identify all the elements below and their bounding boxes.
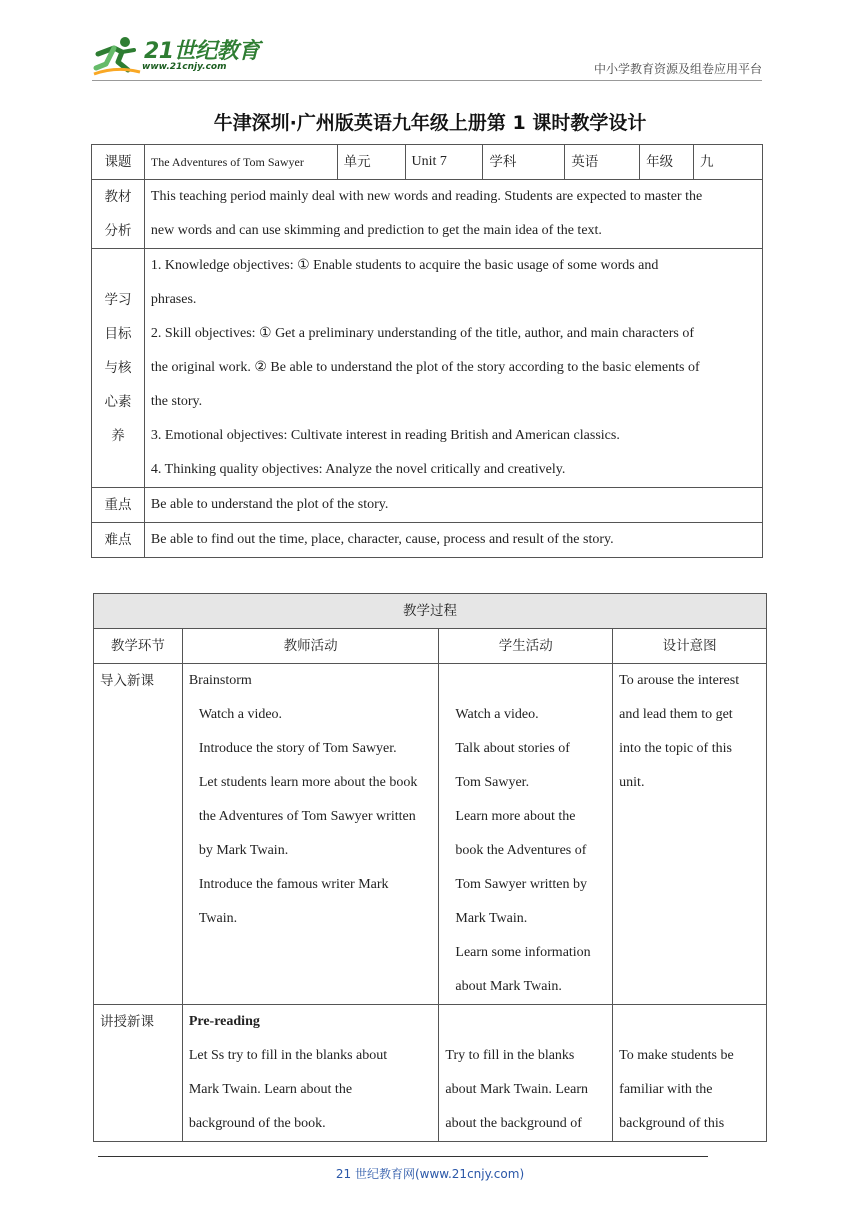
page-header xyxy=(92,30,762,80)
design-intent-cell: To arouse the interest and lead them to get into the topic of this unit. xyxy=(613,664,767,1005)
logo-text: 21世纪教育 xyxy=(144,39,260,64)
stage-cell: 导入新课 xyxy=(94,664,183,1005)
objectives-text: 1. Knowledge objectives: ① Enable students to acquire the basic usage of some words and phrases. 2. Skill objectives: ① Get a preliminary understanding of the title, author, and main characters of the original work. ② Be able to understand the plot of the story according to the basic elements of the story. 3. Emotional objectives: Cultivate interest in reading British and American classics. 4. Thinking quality objectives: Analyze the novel critically and creatively. xyxy=(144,249,762,488)
logo xyxy=(92,34,262,76)
teacher-activity-cell: Pre-reading Let Ss try to fill in the blanks about Mark Twain. Learn about the background of the book. xyxy=(182,1005,439,1142)
column-header-stage: 教学环节 xyxy=(94,629,183,664)
student-activity-cell: Watch a video. Talk about stories of Tom Sawyer. Learn more about the book the Adventures of Tom Sawyer written by Mark Twain. Learn some information about Mark Twain. xyxy=(439,664,613,1005)
grade-value: 九 xyxy=(694,145,763,180)
student-activity-cell: Try to fill in the blanks about Mark Twain. Learn about the background of xyxy=(439,1005,613,1142)
page-title: 牛津深圳·广州版英语九年级上册第 1 课时教学设计 xyxy=(213,112,647,134)
lesson-info-table xyxy=(91,144,763,558)
process-title: 教学过程 xyxy=(94,594,767,629)
table-row xyxy=(92,523,763,558)
objectives-label: 学习 目标 与核 心素 养 xyxy=(92,249,145,488)
table-row xyxy=(94,594,767,629)
analysis-text: This teaching period mainly deal with new words and reading. Students are expected to master the new words and can use skimming and prediction to get the main idea of the text. xyxy=(144,180,762,249)
table-row xyxy=(92,249,763,488)
table-row xyxy=(92,488,763,523)
key-point-text: Be able to understand the plot of the story. xyxy=(144,488,762,523)
topic-label: 课题 xyxy=(92,145,145,180)
table-row xyxy=(94,1005,767,1142)
unit-label: 单元 xyxy=(337,145,405,180)
unit-value: Unit 7 xyxy=(405,145,483,180)
subject-value: 英语 xyxy=(565,145,640,180)
grade-label: 年级 xyxy=(640,145,694,180)
topic-value: The Adventures of Tom Sawyer xyxy=(144,145,337,180)
table-row xyxy=(92,145,763,180)
stage-cell: 讲授新课 xyxy=(94,1005,183,1142)
column-header-teacher: 教师活动 xyxy=(182,629,439,664)
column-header-student: 学生活动 xyxy=(439,629,613,664)
key-point-label: 重点 xyxy=(92,488,145,523)
difficult-point-label: 难点 xyxy=(92,523,145,558)
logo-url: www.21cnjy.com xyxy=(142,62,227,72)
subject-label: 学科 xyxy=(483,145,565,180)
difficult-point-text: Be able to find out the time, place, character, cause, process and result of the story. xyxy=(144,523,762,558)
design-intent-cell: To make students be familiar with the background of this xyxy=(613,1005,767,1142)
platform-name: 中小学教育资源及组卷应用平台 xyxy=(593,62,762,76)
footer-text: 21 世纪教育网(www.21cnjy.com) xyxy=(335,1167,525,1181)
footer-divider xyxy=(98,1156,708,1157)
table-row xyxy=(94,664,767,1005)
table-row xyxy=(92,180,763,249)
analysis-label: 教材 分析 xyxy=(92,180,145,249)
teaching-process-table xyxy=(93,593,767,1142)
table-row xyxy=(94,629,767,664)
runner-logo-icon xyxy=(92,34,142,76)
column-header-intent: 设计意图 xyxy=(613,629,767,664)
header-divider xyxy=(92,80,762,81)
teacher-activity-cell: Brainstorm Watch a video. Introduce the story of Tom Sawyer. Let students learn more about the book the Adventures of Tom Sawyer written by Mark Twain. Introduce the famous writer Mark Twain. xyxy=(182,664,439,1005)
